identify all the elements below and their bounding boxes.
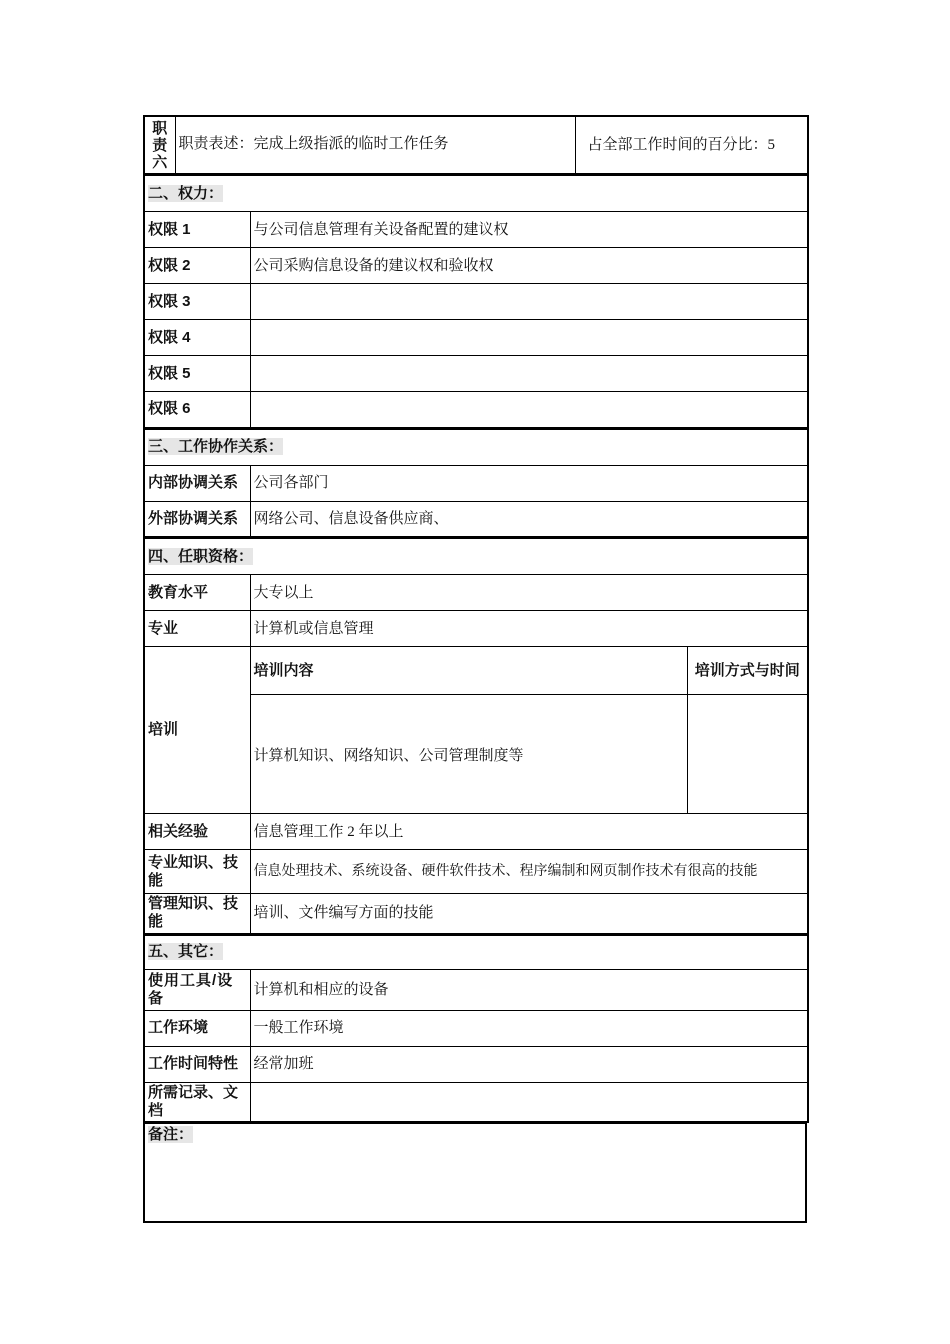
- training-method-header: 培训方式与时间: [687, 647, 808, 695]
- env-value: 一般工作环境: [250, 1010, 808, 1046]
- qualification-section-title: [144, 539, 808, 575]
- training-content-header: 培训内容: [250, 647, 687, 695]
- pro-skill-value: 信息处理技术、系统设备、硬件软件技术、程序编制和网页制作技术有很高的技能: [250, 850, 808, 894]
- authority-title: 二、权力：: [148, 184, 224, 202]
- duty6-label: 职责六: [144, 116, 175, 174]
- authority-section-title: [144, 176, 808, 212]
- other-table: [143, 935, 809, 1124]
- other-section-title: [144, 935, 808, 969]
- cooperation-section-title: [144, 429, 808, 465]
- authority-label-3: 权限 3: [144, 284, 250, 320]
- qualification-table: [143, 538, 809, 935]
- major-value: 计算机或信息管理: [250, 611, 808, 647]
- internal-value: 公司各部门: [250, 465, 808, 501]
- mgmt-skill-value: 培训、文件编写方面的技能: [250, 894, 808, 934]
- external-label: 外部协调关系: [144, 501, 250, 537]
- training-content: 计算机知识、网络知识、公司管理制度等: [250, 695, 687, 814]
- job-description-sheet: [143, 115, 807, 1223]
- authority-value-4: [250, 320, 808, 356]
- records-label: 所需记录、文档: [144, 1082, 250, 1122]
- authority-label-6: 权限 6: [144, 392, 250, 428]
- authority-label-1: 权限 1: [144, 212, 250, 248]
- mgmt-skill-label: 管理知识、技能: [144, 894, 250, 934]
- authority-value-2: 公司采购信息设备的建议权和验收权: [250, 248, 808, 284]
- env-label: 工作环境: [144, 1010, 250, 1046]
- education-value: 大专以上: [250, 575, 808, 611]
- other-title: 五、其它：: [148, 943, 224, 960]
- authority-label-2: 权限 2: [144, 248, 250, 284]
- authority-value-5: [250, 356, 808, 392]
- time-value: 经常加班: [250, 1046, 808, 1082]
- authority-label-5: 权限 5: [144, 356, 250, 392]
- experience-label: 相关经验: [144, 814, 250, 850]
- duty6-table: [143, 115, 809, 175]
- time-label: 工作时间特性: [144, 1046, 250, 1082]
- authority-label-4: 权限 4: [144, 320, 250, 356]
- notes-title: 备注：: [148, 1126, 194, 1143]
- notes-table: [143, 1123, 807, 1223]
- cooperation-title: 三、工作协作关系：: [148, 438, 284, 455]
- training-method: [687, 695, 808, 814]
- authority-value-6: [250, 392, 808, 428]
- records-value: [250, 1082, 808, 1122]
- pro-skill-label: 专业知识、技能: [144, 850, 250, 894]
- training-label: 培训: [144, 647, 250, 814]
- authority-value-1: 与公司信息管理有关设备配置的建议权: [250, 212, 808, 248]
- notes-cell: [144, 1124, 806, 1222]
- duty6-percentage: 占全部工作时间的百分比：5: [575, 116, 808, 174]
- experience-value: 信息管理工作 2 年以上: [250, 814, 808, 850]
- tools-label: 使用工具/设备: [144, 969, 250, 1010]
- internal-label: 内部协调关系: [144, 465, 250, 501]
- external-value: 网络公司、信息设备供应商、: [250, 501, 808, 537]
- major-label: 专业: [144, 611, 250, 647]
- authority-table: [143, 175, 809, 429]
- qualification-title: 四、任职资格：: [148, 547, 254, 565]
- cooperation-table: [143, 429, 809, 539]
- duty6-description: 职责表述：完成上级指派的临时工作任务: [175, 116, 575, 174]
- tools-value: 计算机和相应的设备: [250, 969, 808, 1010]
- authority-value-3: [250, 284, 808, 320]
- education-label: 教育水平: [144, 575, 250, 611]
